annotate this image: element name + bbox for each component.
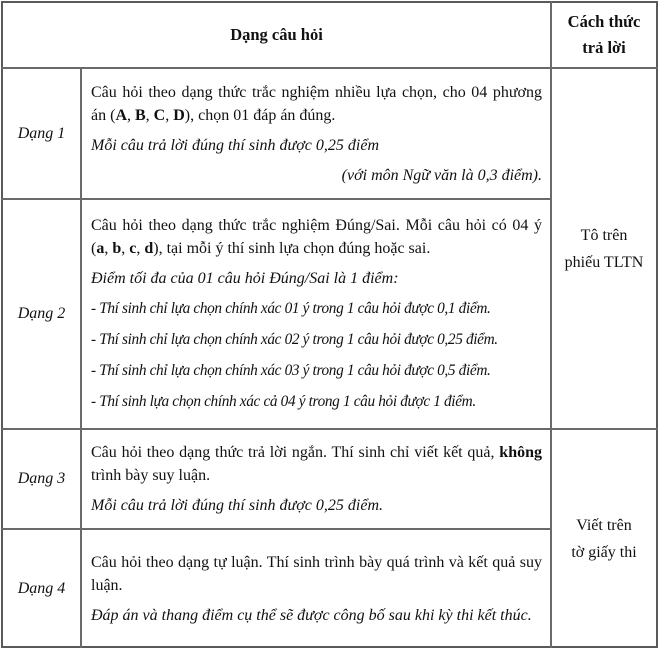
row2-label (3, 200, 80, 428)
row1-desc-start: Câu hỏi theo dạng thức trắc nghiệm nhiều lựa chọn, cho 04 phương án ( (91, 83, 542, 124)
row2-bullet-2: - Thí sinh chỉ lựa chọn chính xác 02 ý trong 1 câu hỏi được 0,25 điểm. (91, 331, 498, 348)
method-top-line2: phiếu TLTN (564, 253, 644, 271)
row1-description: Câu hỏi theo dạng thức trắc nghiệm nhiều lựa chọn, cho 04 phương án (A, B, C, D), chọn 01 đáp án đúng. (91, 83, 542, 124)
row2-score: Điểm tối đa của 01 câu hỏi Đúng/Sai là 1 điểm: (91, 270, 399, 287)
row3-desc-start: Câu hỏi theo dạng thức trả lời ngắn. Thí sinh chỉ viết kết quả, (91, 444, 500, 461)
row2-content (82, 200, 550, 428)
row1-option-c: C (153, 106, 166, 124)
row1-desc-end: ), chọn 01 đáp án đúng. (184, 106, 336, 124)
row3-label-text: Dạng 3 (17, 470, 66, 487)
row4-label (3, 530, 80, 647)
method-bottom-line1: Viết trên (576, 516, 632, 534)
row2-option-d: d (144, 240, 154, 257)
row3-desc-end: trình bày suy luận. (91, 467, 211, 484)
row1-label-text: Dạng 1 (17, 124, 66, 142)
row2-option-a: a (96, 240, 105, 257)
row2-bullet-3: - Thí sinh chỉ lựa chọn chính xác 03 ý trong 1 câu hỏi được 0,5 điểm. (91, 362, 491, 379)
row1-option-d: D (173, 106, 185, 124)
row1-content (82, 69, 550, 198)
row2-bullet-1: - Thí sinh chỉ lựa chọn chính xác 01 ý trong 1 câu hỏi được 0,1 điểm. (91, 300, 491, 317)
method-bottom-line2: tờ giấy thi (571, 543, 637, 561)
row1-score: Mỗi câu trả lời đúng thí sinh được 0,25 điểm (91, 136, 380, 154)
row2-bullet-4: - Thí sinh lựa chọn chính xác cả 04 ý trong 1 câu hỏi được 1 điểm. (91, 393, 476, 410)
row3-label (3, 430, 80, 528)
row4-score: Đáp án và thang điểm cụ thể sẽ được công bố sau khi kỳ thi kết thúc. (91, 606, 532, 624)
row3-description (91, 441, 542, 487)
row3-score: Mỗi câu trả lời đúng thí sinh được 0,25 điểm. (91, 497, 384, 514)
header-answer-method (552, 3, 656, 67)
header-answer-method-text: Cách thức trả lời (567, 12, 641, 57)
row2-desc-end: ), tại mỗi ý thí sinh lựa chọn đúng hoặc sai. (153, 240, 431, 257)
row2-option-b: b (112, 240, 122, 257)
row4-content (82, 530, 550, 647)
row2-option-c: c (129, 240, 137, 257)
row2-label-text: Dạng 2 (17, 305, 66, 322)
row1-option-a: A (115, 106, 127, 124)
row1-score-note: (với môn Ngữ văn là 0,3 điểm). (341, 166, 542, 184)
row1-label (3, 69, 80, 198)
row2-desc-start: Câu hỏi theo dạng thức trắc nghiệm Đúng/Sai. Mỗi câu hỏi có 04 ý ( (91, 217, 542, 257)
method-exam-paper (552, 430, 656, 647)
row2-description: Câu hỏi theo dạng thức trắc nghiệm Đúng/Sai. Mỗi câu hỏi có 04 ý (a, b, c, d), tại mỗi ý thí sinh lựa chọn đúng hoặc sai. (91, 217, 542, 257)
row4-label-text: Dạng 4 (17, 579, 66, 597)
method-answer-sheet (552, 69, 656, 428)
row4-description: Câu hỏi theo dạng tự luận. Thí sinh trình bày quá trình và kết quả suy luận. (91, 553, 542, 594)
header-question-type (3, 3, 550, 67)
row1-option-b: B (135, 106, 146, 124)
row3-desc-bold: không (499, 444, 542, 461)
row3-content (82, 430, 550, 528)
header-question-type-text: Dạng câu hỏi (230, 25, 323, 44)
method-top-line1: Tô trên (580, 226, 628, 244)
